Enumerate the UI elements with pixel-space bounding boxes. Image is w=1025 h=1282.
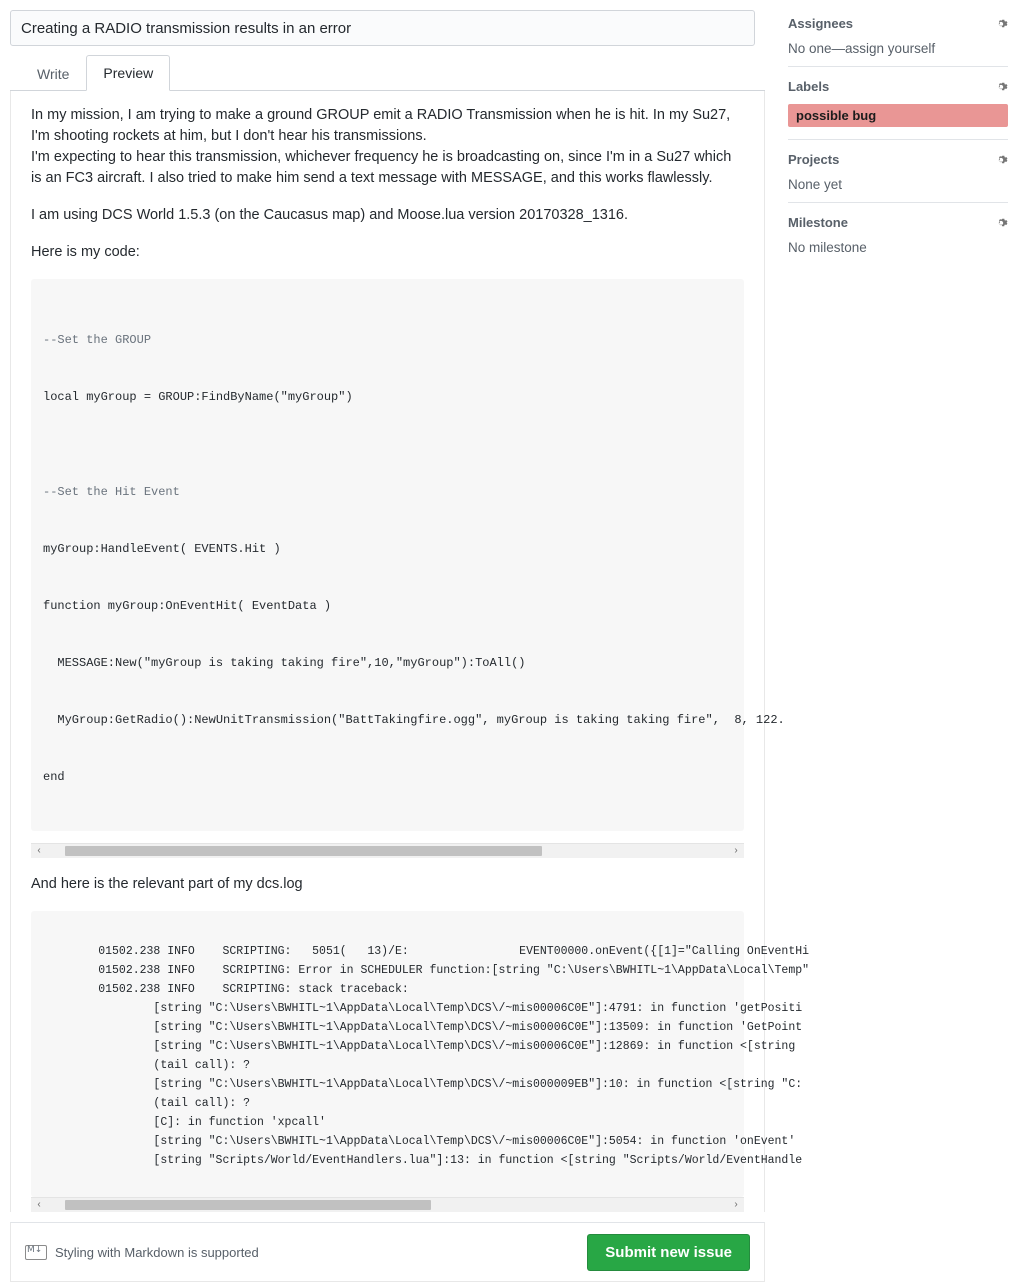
code-line: local myGroup = GROUP:FindByName("myGroup") bbox=[43, 390, 353, 404]
log-line: 01502.238 INFO SCRIPTING: 5051( 13)/E: EVENT00000.onEvent({[1]="Calling OnEventHi bbox=[98, 945, 810, 958]
projects-value: None yet bbox=[788, 177, 843, 192]
code-line: end bbox=[43, 770, 65, 784]
editor-tabs bbox=[10, 56, 765, 91]
code-line: myGroup:HandleEvent( EVENTS.Hit ) bbox=[43, 542, 281, 556]
sidebar-section-labels bbox=[788, 79, 1008, 140]
log-line: 01502.238 INFO SCRIPTING: stack traceback: bbox=[98, 983, 409, 996]
projects-header bbox=[788, 152, 1008, 167]
projects-title: Projects bbox=[788, 152, 840, 167]
log-line: [C]: in function 'xpcall' bbox=[98, 1116, 326, 1129]
milestone-header bbox=[788, 215, 1008, 230]
scroll-right-arrow-icon[interactable]: › bbox=[734, 845, 738, 856]
preview-paragraph-1-line-1: In my mission, I am trying to make a ground GROUP emit a RADIO Transmission when he is hit. In my Su27, bbox=[31, 107, 731, 123]
form-footer bbox=[10, 1222, 765, 1282]
assignees-value[interactable]: No one—assign yourself bbox=[788, 41, 936, 56]
log-line: [string "C:\Users\BWHITL~1\AppData\Local\Temp\DCS\/~mis00006C0E"]:5054: in function 'onEvent' bbox=[98, 1135, 796, 1148]
code-line: MESSAGE:New("myGroup is taking taking fire",10,"myGroup"):ToAll() bbox=[43, 656, 526, 670]
scroll-left-arrow-icon[interactable]: ‹ bbox=[37, 845, 41, 856]
scroll-left-arrow-icon[interactable]: ‹ bbox=[37, 1199, 41, 1210]
assignees-header bbox=[788, 16, 1008, 31]
scroll-right-arrow-icon[interactable]: › bbox=[734, 1199, 738, 1210]
preview-paragraph-1-line-4: is an FC3 aircraft. I also tried to make him send a text message with MESSAGE, and this works flawlessly. bbox=[31, 170, 713, 186]
log-line: [string "C:\Users\BWHITL~1\AppData\Local\Temp\DCS\/~mis00006C0E"]:13509: in function 'GetPoint bbox=[98, 1021, 803, 1034]
labels-header bbox=[788, 79, 1008, 94]
code-line: --Set the GROUP bbox=[43, 333, 152, 347]
gear-icon[interactable] bbox=[994, 80, 1008, 94]
code-block-lua bbox=[31, 279, 785, 831]
preview-pane bbox=[10, 91, 810, 1212]
log-line: [string "C:\Users\BWHITL~1\AppData\Local\Temp\DCS\/~mis000009EB"]:10: in function <[string "C: bbox=[98, 1078, 803, 1091]
log-line: (tail call): ? bbox=[98, 1097, 251, 1110]
preview-paragraph-1-line-2: I'm shooting rockets at him, but I don't hear his transmissions. bbox=[31, 128, 427, 144]
scroll-track[interactable] bbox=[47, 1199, 728, 1211]
gear-icon[interactable] bbox=[994, 216, 1008, 230]
markdown-support-note bbox=[25, 1245, 259, 1260]
log-block-horizontal-scrollbar[interactable] bbox=[31, 1197, 744, 1212]
sidebar-section-projects bbox=[788, 152, 1008, 203]
submit-new-issue-button[interactable]: Submit new issue bbox=[587, 1234, 750, 1271]
markdown-icon bbox=[25, 1245, 47, 1260]
preview-paragraph-2: I am using DCS World 1.5.3 (on the Caucasus map) and Moose.lua version 20170328_1316. bbox=[31, 207, 628, 223]
label-chip[interactable]: possible bug bbox=[788, 104, 1008, 127]
scroll-track[interactable] bbox=[47, 845, 728, 857]
code-line: --Set the Hit Event bbox=[43, 485, 180, 499]
gear-icon[interactable] bbox=[994, 153, 1008, 167]
log-line: [string "C:\Users\BWHITL~1\AppData\Local\Temp\DCS\/~mis00006C0E"]:12869: in function <[string bbox=[98, 1040, 803, 1053]
code-block-horizontal-scrollbar[interactable] bbox=[31, 843, 744, 858]
milestone-title: Milestone bbox=[788, 215, 848, 230]
log-line: 01502.238 INFO SCRIPTING: Error in SCHEDULER function:[string "C:\Users\BWHITL~1\AppData\Local\Temp" bbox=[98, 964, 810, 977]
log-block bbox=[31, 911, 810, 1197]
preview-paragraph-1-line-3: I'm expecting to hear this transmission, whichever frequency he is broadcasting on, since I'm in a Su27 which bbox=[31, 149, 732, 165]
scroll-thumb[interactable] bbox=[65, 846, 542, 856]
preview-paragraph-3: Here is my code: bbox=[31, 244, 140, 260]
log-line: [string "C:\Users\BWHITL~1\AppData\Local\Temp\DCS\/~mis00006C0E"]:4791: in function 'getPositi bbox=[98, 1002, 803, 1015]
sidebar-section-assignees bbox=[788, 16, 1008, 67]
assignees-title: Assignees bbox=[788, 16, 854, 31]
issue-sidebar bbox=[788, 16, 1008, 277]
code-line: function myGroup:OnEventHit( EventData ) bbox=[43, 599, 332, 613]
log-line: [string "Scripts/World/EventHandlers.lua"]:13: in function <[string "Scripts/World/EventHandle bbox=[98, 1154, 803, 1167]
scroll-thumb[interactable] bbox=[65, 1200, 431, 1210]
tab-write[interactable]: Write bbox=[37, 66, 70, 82]
milestone-value: No milestone bbox=[788, 240, 867, 255]
labels-title: Labels bbox=[788, 79, 830, 94]
code-line: MyGroup:GetRadio():NewUnitTransmission("BattTakingfire.ogg", myGroup is taking taking fire", 8, 122. bbox=[43, 713, 785, 727]
issue-title-input[interactable] bbox=[10, 10, 755, 46]
markdown-note-label: Styling with Markdown is supported bbox=[55, 1244, 259, 1260]
preview-paragraph-1 bbox=[31, 105, 744, 189]
sidebar-section-milestone bbox=[788, 215, 1008, 265]
log-line: (tail call): ? bbox=[98, 1059, 251, 1072]
preview-paragraph-4: And here is the relevant part of my dcs.log bbox=[31, 876, 303, 892]
tab-preview[interactable]: Preview bbox=[86, 55, 170, 91]
gear-icon[interactable] bbox=[994, 17, 1008, 31]
